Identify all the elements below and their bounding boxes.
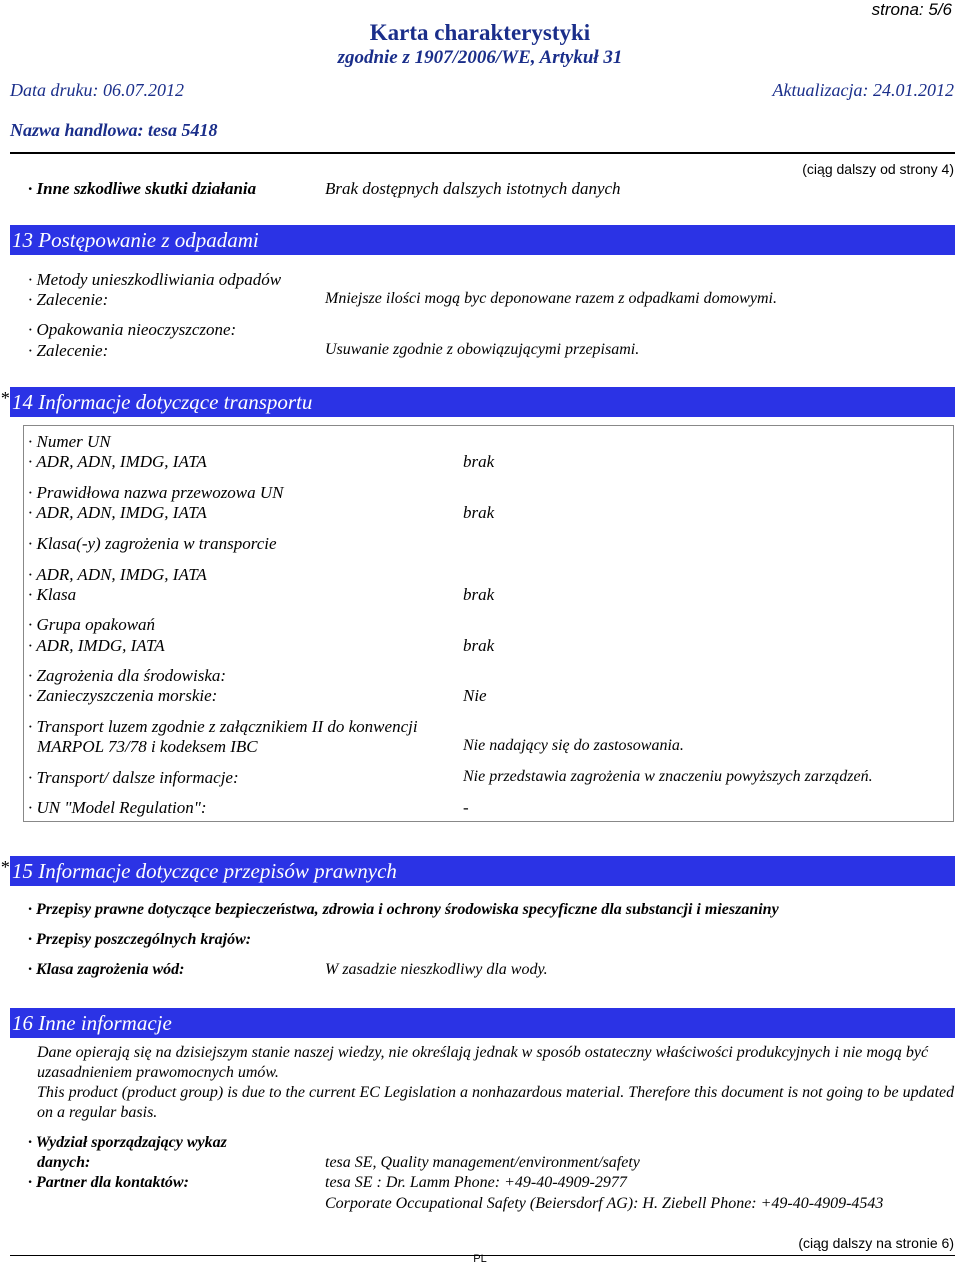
shipping-name-value: brak xyxy=(463,503,495,522)
shipping-name-label: · Prawidłowa nazwa przewozowa UN xyxy=(28,483,284,502)
section-16-header xyxy=(10,1008,955,1038)
uncleaned-packaging-label: · Opakowania nieoczyszczone: xyxy=(28,320,237,339)
section-16-title: 16 Inne informacje xyxy=(12,1011,172,1035)
shipping-name-sub: · ADR, ADN, IMDG, IATA xyxy=(28,503,207,522)
un-number-value: brak xyxy=(463,452,495,471)
class-label: · Klasa xyxy=(28,585,77,604)
continued-to: (ciąg dalszy na stronie 6) xyxy=(798,1235,954,1251)
continued-from: (ciąg dalszy od strony 4) xyxy=(802,161,954,177)
section-15-header xyxy=(10,856,955,886)
document-title: Karta charakterystyki xyxy=(369,20,591,45)
update-date: Aktualizacja: 24.01.2012 xyxy=(772,80,954,100)
revision-star-15: * xyxy=(0,857,9,877)
recommendation-value-2: Usuwanie zgodnie z obowiązującymi przepisami. xyxy=(325,341,640,358)
contact-value-2: Corporate Occupational Safety (Beiersdorf AG): H. Ziebell Phone: +49-40-4909-4543 xyxy=(325,1195,884,1212)
un-model-regulation-label: · UN "Model Regulation": xyxy=(28,798,207,817)
other-effects-label: · Inne szkodliwe skutki działania xyxy=(28,179,257,198)
transport-further-info-label: · Transport/ dalsze informacje: xyxy=(28,768,239,787)
disclaimer-paragraph-en: This product (product group) is due to the current EC Legislation a nonhazardous material. Therefore this document is not going to be updated on a regular basis. xyxy=(37,1084,955,1121)
water-hazard-class-label: · Klasa zagrożenia wód: xyxy=(28,961,185,978)
disposal-methods-label: · Metody unieszkodliwiania odpadów xyxy=(28,270,282,289)
section-14-title: 14 Informacje dotyczące transportu xyxy=(12,390,313,414)
language-code: PL xyxy=(473,1253,487,1265)
packing-group-label: · Grupa opakowań xyxy=(28,615,156,634)
packing-group-value: brak xyxy=(463,636,495,655)
recommendation-label-1: · Zalecenie: xyxy=(28,290,109,309)
issuing-department-label-2: danych: xyxy=(37,1154,91,1171)
disclaimer-paragraph-pl: Dane opierają się na dzisiejszym stanie naszej wiedzy, nie określają jednak w sposób ostateczny właściwości produkcyjnych i nie mogą być uzasadnieniem prawomocnych umów. xyxy=(37,1044,929,1081)
bulk-transport-label-1: · Transport luzem zgodnie z załącznikiem II do konwencji xyxy=(28,717,418,736)
document-subtitle: zgodnie z 1907/2006/WE, Artykuł 31 xyxy=(337,47,623,68)
un-number-label: · Numer UN xyxy=(28,432,111,451)
section-14-header xyxy=(10,387,955,417)
section-13-title: 13 Postępowanie z odpadami xyxy=(12,228,259,252)
marine-pollutant-value: Nie xyxy=(463,686,487,705)
contact-value-1: tesa SE : Dr. Lamm Phone: +49-40-4909-2977 xyxy=(325,1174,627,1191)
hazard-class-label: · Klasa(-y) zagrożenia w transporcie xyxy=(28,534,277,553)
header-rule xyxy=(10,152,955,154)
section-13-header xyxy=(10,225,955,255)
section-15-title: 15 Informacje dotyczące przepisów prawnych xyxy=(12,859,397,883)
regulations-label: · Przepisy prawne dotyczące bezpieczeństwa, zdrowia i ochrony środowiska specyficzne dla substancji i mieszaniny xyxy=(28,901,779,918)
class-value: brak xyxy=(463,585,495,604)
environmental-hazards-label: · Zagrożenia dla środowiska: xyxy=(28,666,227,685)
marine-pollutant-label: · Zanieczyszczenia morskie: xyxy=(28,686,218,705)
bulk-transport-label-2: MARPOL 73/78 i kodeksem IBC xyxy=(37,737,258,756)
bulk-transport-value: Nie nadający się do zastosowania. xyxy=(463,737,684,754)
recommendation-label-2: · Zalecenie: xyxy=(28,341,109,360)
packing-group-sub: · ADR, IMDG, IATA xyxy=(28,636,165,655)
un-number-sub: · ADR, ADN, IMDG, IATA xyxy=(28,452,207,471)
revision-star-14: * xyxy=(0,388,9,408)
un-model-regulation-value: - xyxy=(463,798,469,817)
hazard-class-sub: · ADR, ADN, IMDG, IATA xyxy=(28,565,207,584)
trade-name: Nazwa handlowa: tesa 5418 xyxy=(10,120,218,140)
print-date: Data druku: 06.07.2012 xyxy=(10,80,184,100)
recommendation-value-1: Mniejsze ilości mogą byc deponowane razem z odpadkami domowymi. xyxy=(325,290,777,307)
water-hazard-class-value: W zasadzie nieszkodliwy dla wody. xyxy=(325,961,548,978)
issuing-department-label-1: · Wydział sporządzający wykaz xyxy=(28,1134,227,1151)
issuing-department-value: tesa SE, Quality management/environment/safety xyxy=(325,1154,640,1171)
national-regulations-label: · Przepisy poszczególnych krajów: xyxy=(28,931,252,948)
other-effects-value: Brak dostępnych dalszych istotnych danych xyxy=(325,179,621,198)
page-number: strona: 5/6 xyxy=(871,0,952,19)
contact-label: · Partner dla kontaktów: xyxy=(28,1174,189,1191)
transport-further-info-value: Nie przedstawia zagrożenia w znaczeniu powyższych zarządzeń. xyxy=(463,768,873,785)
